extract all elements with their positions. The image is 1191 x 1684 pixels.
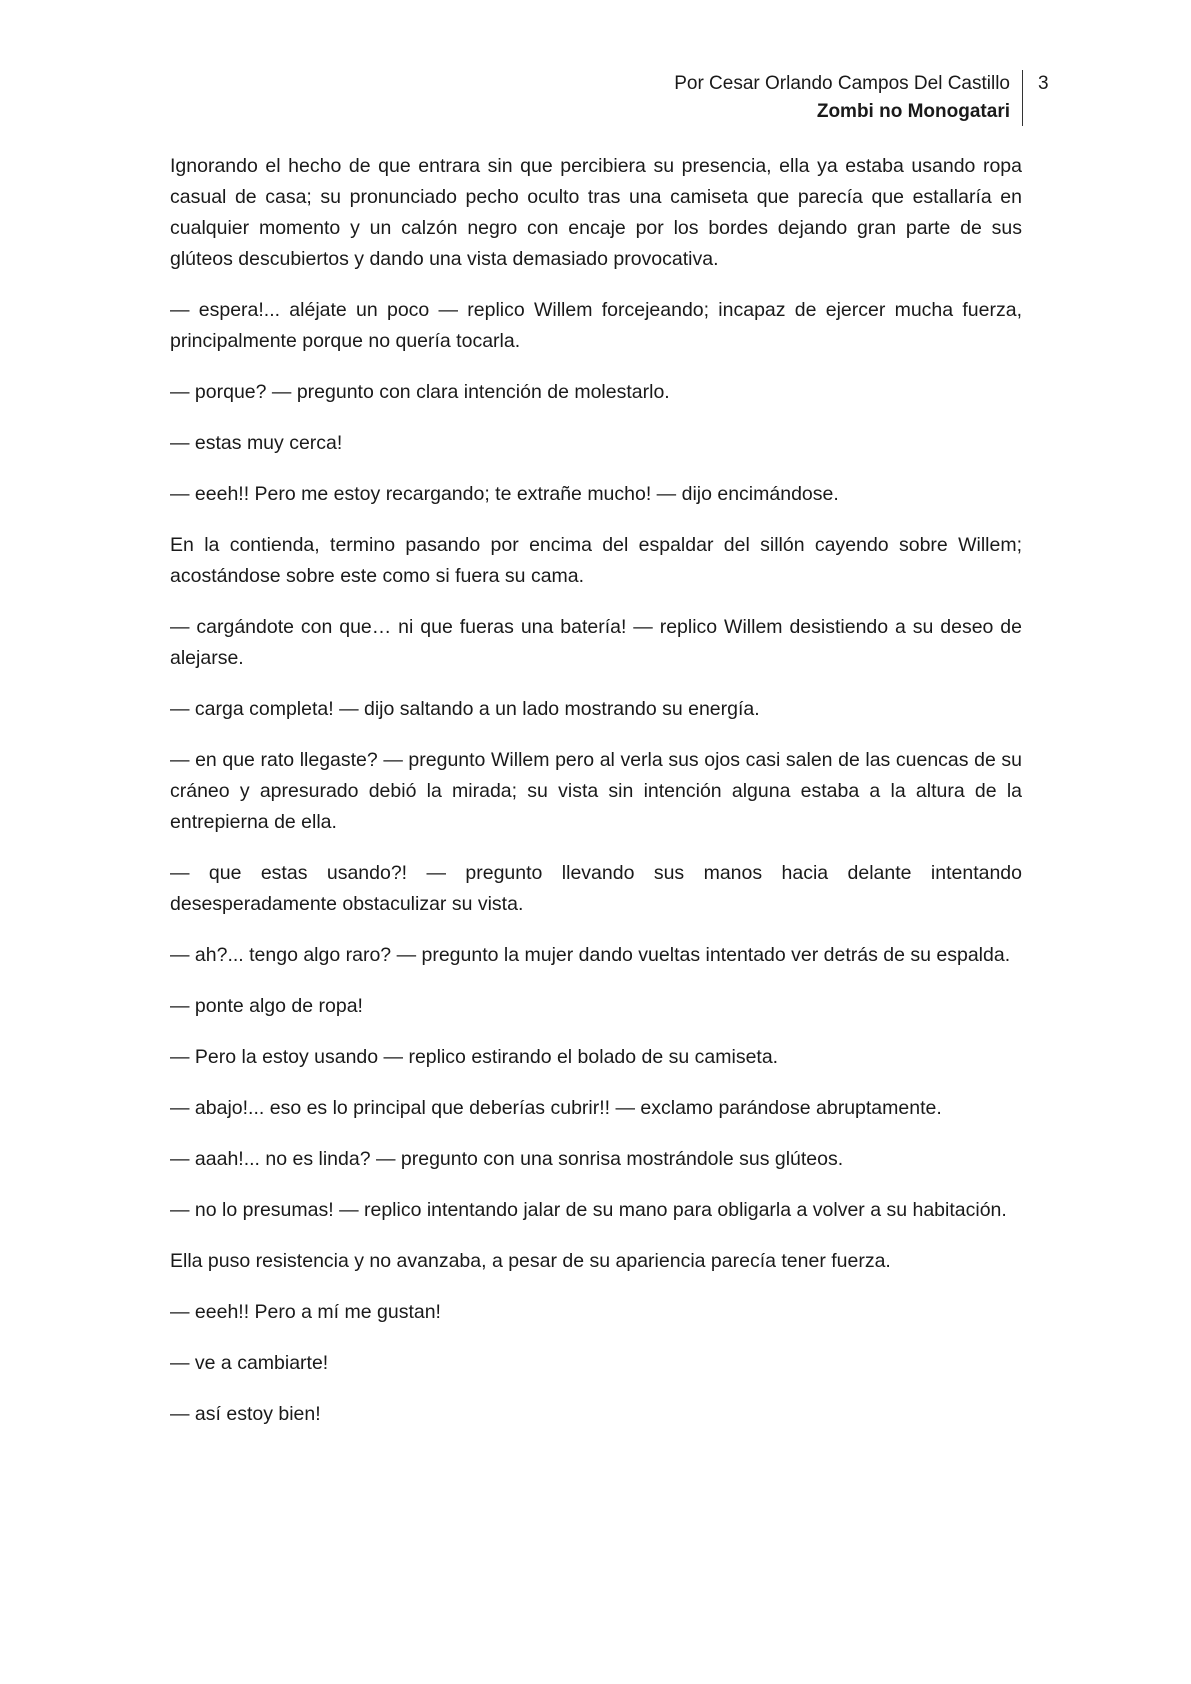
- paragraph: Ignorando el hecho de que entrara sin que percibiera su presencia, ella ya estaba usando ropa casual de casa; su pronunciado pecho oculto tras una camiseta que parecía que estallaría en cualquier momento y un calzón negro con encaje por los bordes dejando gran parte de sus glúteos descubiertos y dando una vista demasiado provocativa.: [170, 155, 1022, 270]
- paragraph: — aaah!... no es linda? — pregunto con una sonrisa mostrándole sus glúteos.: [170, 1148, 844, 1170]
- paragraph: — cargándote con que… ni que fueras una batería! — replico Willem desistiendo a su deseo de alejarse.: [170, 616, 1022, 669]
- paragraph: — carga completa! — dijo saltando a un lado mostrando su energía.: [170, 698, 760, 720]
- paragraph: — espera!... aléjate un poco — replico Willem forcejeando; incapaz de ejercer mucha fuerza, principalmente porque no quería tocarla.: [170, 299, 1022, 352]
- paragraph: — ah?... tengo algo raro? — pregunto la mujer dando vueltas intentado ver detrás de su espalda.: [170, 944, 1011, 966]
- paragraph: — estas muy cerca!: [170, 432, 343, 454]
- paragraph: — en que rato llegaste? — pregunto Willem pero al verla sus ojos casi salen de las cuencas de su cráneo y apresurado debió la mirada; su vista sin intención alguna estaba a la altura de la entrepierna de ella.: [170, 749, 1022, 833]
- header-author: Por Cesar Orlando Campos Del Castillo: [674, 73, 1010, 94]
- paragraph: — ponte algo de ropa!: [170, 995, 363, 1017]
- body-text: [170, 151, 1022, 1450]
- paragraph: — ve a cambiarte!: [170, 1352, 329, 1374]
- paragraph: — porque? — pregunto con clara intención de molestarlo.: [170, 381, 670, 403]
- page-number: 3: [1038, 73, 1049, 94]
- paragraph: Ella puso resistencia y no avanzaba, a pesar de su apariencia parecía tener fuerza.: [170, 1250, 891, 1272]
- paragraph: — eeeh!! Pero me estoy recargando; te extrañe mucho! — dijo encimándose.: [170, 483, 839, 505]
- paragraph: — Pero la estoy usando — replico estirando el bolado de su camiseta.: [170, 1046, 779, 1068]
- paragraph: — eeeh!! Pero a mí me gustan!: [170, 1301, 441, 1323]
- paragraph: — no lo presumas! — replico intentando jalar de su mano para obligarla a volver a su habitación.: [170, 1199, 1007, 1221]
- header-book-title: Zombi no Monogatari: [816, 101, 1010, 122]
- paragraph: — así estoy bien!: [170, 1403, 321, 1425]
- paragraph: — que estas usando?! — pregunto llevando sus manos hacia delante intentando desesperadamente obstaculizar su vista.: [170, 862, 1022, 915]
- paragraph: — abajo!... eso es lo principal que deberías cubrir!! — exclamo parándose abruptamente.: [170, 1097, 942, 1119]
- page-header: [674, 70, 1023, 126]
- paragraph: En la contienda, termino pasando por encima del espaldar del sillón cayendo sobre Willem; acostándose sobre este como si fuera su cama.: [170, 534, 1022, 587]
